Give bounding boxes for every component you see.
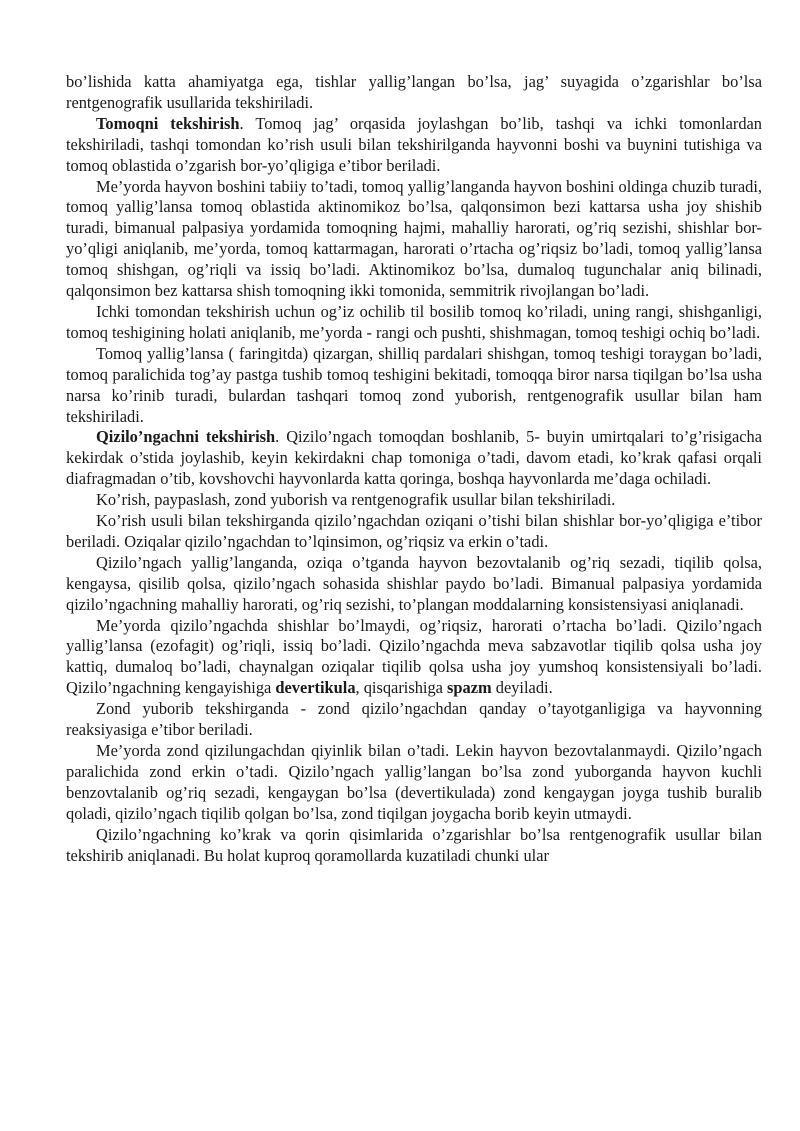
text-run: bo’lishida katta ahamiyatga ega, tishlar yallig’langan bo’lsa, jag’ suyagida o’zgarishlar bo’lsa rentgenografik usullarida tekshiriladi.	[66, 72, 762, 112]
text-run: , qisqarishiga	[355, 678, 448, 698]
text-run: Me’yorda hayvon boshini tabiiy to’tadi, tomoq yallig’langanda hayvon boshini oldinga chuzib turadi, tomoq yallig’lansa tomoq oblastida aktinomikoz bo’lsa, qalqonsimon bezi kattarsa usha joy shishib turadi, bimanual palpasiya yordamida tomoqning hajmi, mahalliy harorati, og’riq sezishi, shishlar bor-yo’qligi aniqlanib, me’yorda, tomoq kattarmagan, harorati o’rtacha og’riqsiz bo’ladi, tomoq yallig’lansa tomoq shishgan, og’riqli va issiq bo’ladi. Aktinomikoz bo’lsa, dumaloq tugunchalar aniq bilinadi, qalqonsimon bez kattarsa shish tomoqning ikki tomonida, semmitrik rivojlangan bo’ladi.	[66, 176, 762, 301]
text-run: deyiladi.	[491, 678, 553, 698]
text-run: Tomoq yallig’lansa ( faringitda) qizargan, shilliq pardalari shishgan, tomoq teshigi toraygan bo’ladi, tomoq paralichida tog’ay pastga tushib tomoq teshigini bekitadi, tomoqqa biror narsa tiqilgan bo’lsa usha narsa ko’rinib turadi, bulardan tashqari tomoq zond yuborish, rentgenografik usullar bilan ham tekshiriladi.	[66, 343, 762, 426]
section-heading-qizilongachni-tekshirish: Qizilo’ngachni tekshirish	[96, 427, 276, 447]
paragraph	[66, 741, 762, 825]
paragraph-continuation	[66, 72, 762, 114]
text-run: Me’yorda qizilo’ngachda shishlar bo’lmaydi, og’riqsiz, harorati o’rtacha bo’ladi. Qizilo’ngach yallig’lansa (ezofagit) og’riqli, issiq bo’ladi. Qizilo’ngachda meva sabzavotlar tiqilib qolsa usha joy kattiq, dumaloq bo’ladi, chaynalgan oziqalar tiqilib qolsa usha joy yumshoq konsistensiyali bo’ladi. Qizilo’ngachning kengayishiga	[66, 615, 762, 698]
text-run: . Tomoq jag’ orqasida joylashgan bo’lib, tashqi va ichki tomonlardan tekshiriladi, tashqi tomondan ko’rish usuli bilan tekshirilganda hayvonni boshi va buynini tutishiga va tomoq oblastida o’zgarish bor-yo’qligiga e’tibor beriladi.	[66, 113, 762, 175]
text-run: Ko’rish, paypaslash, zond yuborish va rentgenografik usullar bilan tekshiriladi.	[96, 490, 616, 510]
text-run: Ichki tomondan tekshirish uchun og’iz ochilib til bosilib tomoq ko’riladi, uning rangi, shishganligi, tomoq teshigining holati aniqlanib, me’yorda - rangi och pushti, shishmagan, tomoq teshigi ochiq bo’ladi.	[66, 301, 762, 342]
paragraph	[66, 553, 762, 616]
text-run: Qizilo’ngach yallig’langanda, oziqa o’tganda hayvon bezovtalanib og’riq sezadi, tiqilib qolsa, kengaysa, qisilib qolsa, qizilo’ngach sohasida shishlar paydo bo’ladi. Bimanual palpasiya yordamida qizilo’ngachning mahalliy harorati, og’riq sezishi, to’plangan moddalarning konsistensiyasi aniqlanadi.	[66, 552, 762, 614]
paragraph-tomoq-heading	[66, 114, 762, 177]
paragraph	[66, 616, 762, 700]
paragraph-qizilongach-heading	[66, 427, 762, 490]
text-run: . Qizilo’ngach tomoqdan boshlanib, 5- buyin umirtqalari to’g’risigacha kekirdak o’stida joylashib, keyin kekirdakni chap tomoniga o’tadi, davom etadi, ko’krak qafasi orqali diafragmadan o’tib, kovshovchi hayvonlarda katta qoringa, boshqa hayvonlarda me’daga ochiladi.	[66, 427, 762, 489]
term-devertikula: devertikula	[275, 678, 356, 698]
text-run: Qizilo’ngachning ko’krak va qorin qisimlarida o’zgarishlar bo’lsa rentgenografik usullar bilan tekshirib aniqlanadi. Bu holat kuproq qoramollarda kuzatiladi chunki ular	[66, 824, 762, 865]
paragraph	[66, 511, 762, 553]
paragraph	[66, 302, 762, 344]
text-run: Zond yuborib tekshirganda - zond qizilo’ngachdan qanday o’tayotganligiga va hayvonning reaksiyasiga e’tibor beriladi.	[66, 699, 762, 740]
text-run: Me’yorda zond qizilungachdan qiyinlik bilan o’tadi. Lekin hayvon bezovtalanmaydi. Qizilo’ngach paralichida zond erkin o’tadi. Qizilo’ngach yallig’langan bo’lsa zond yuborganda hayvon kuchli benzovtalanib og’riq sezadi, kengaygan bo’lsa (devertikulada) zond kengaygan joyga tushib buralib qoladi, qizilo’ngach tiqilib qolgan bo’lsa, zond tiqilgan joygacha borib keyin utmaydi.	[66, 741, 762, 823]
paragraph	[66, 699, 762, 741]
text-run: Ko’rish usuli bilan tekshirganda qizilo’ngachdan oziqani o’tishi bilan shishlar bor-yo’qligiga e’tibor beriladi. Oziqalar qizilo’ngachdan to’lqinsimon, og’riqsiz va erkin o’tadi.	[66, 511, 762, 551]
paragraph	[66, 825, 762, 867]
document-page	[66, 72, 762, 866]
paragraph	[66, 490, 762, 511]
paragraph	[66, 177, 762, 302]
term-spazm: spazm	[447, 678, 492, 698]
section-heading-tomoqni-tekshirish: Tomoqni tekshirish	[96, 113, 240, 133]
paragraph	[66, 344, 762, 428]
